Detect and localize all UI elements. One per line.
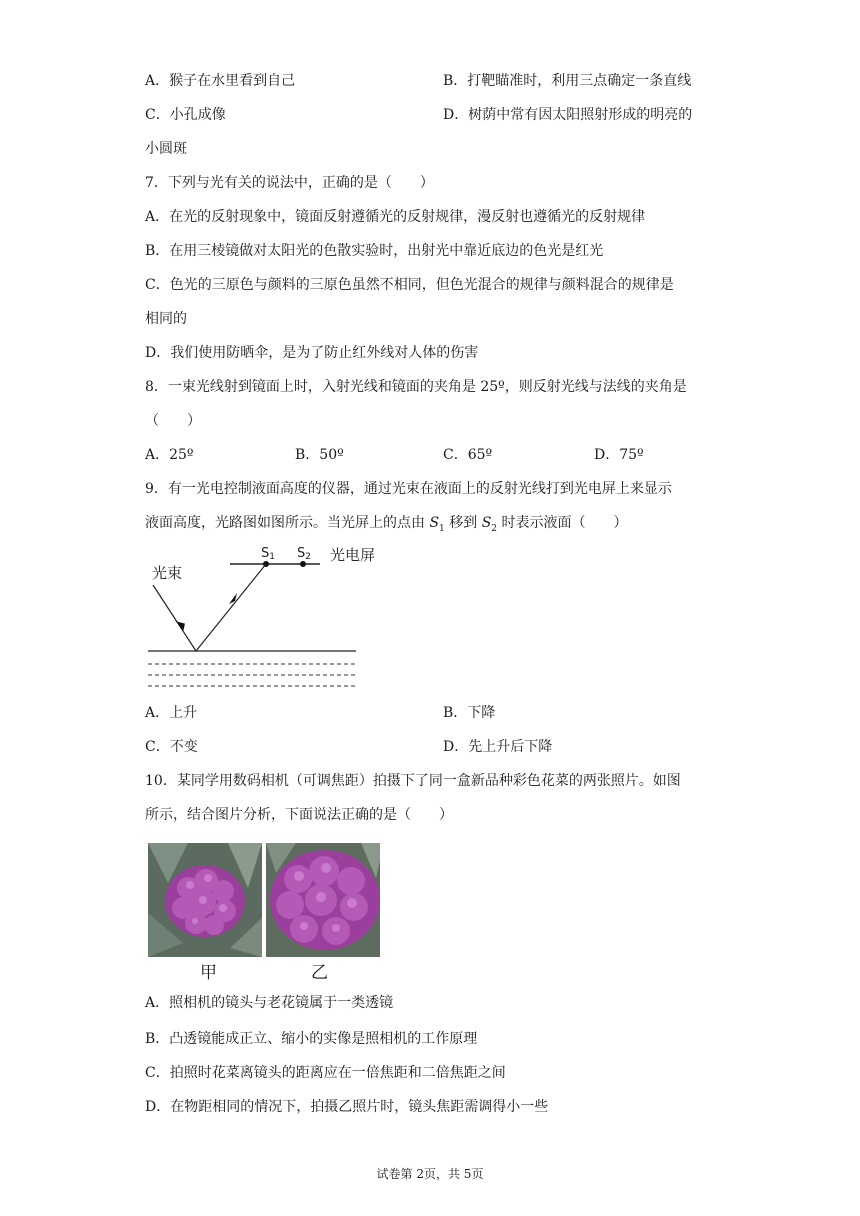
s2-sub: 2	[305, 552, 311, 562]
s1-letter: S	[261, 546, 270, 561]
q8-option-d: D．75º	[594, 447, 644, 463]
s2-label	[297, 546, 311, 562]
q9-stem-part-a: 液面高度，光路图如图所示。当光屏上的点由	[145, 515, 430, 531]
q7-option-c-continued: 相同的	[145, 311, 187, 327]
q8-option-a: A．25º	[145, 447, 194, 463]
q9-stem-mid: 移到	[444, 515, 482, 531]
q9-option-c: C．不变	[145, 739, 198, 755]
q9-stem-continued	[145, 513, 627, 539]
q9-option-a: A．上升	[145, 705, 198, 721]
page-footer: 试卷第 2页，共 5页	[376, 1167, 484, 1181]
photo-caption-left: 甲	[200, 963, 217, 983]
q10-option-c: C．拍照时花菜离镜头的距离应在一倍焦距和二倍焦距之间	[145, 1065, 506, 1081]
incident-ray	[153, 585, 196, 651]
q6-option-d: D．树荫中常有因太阳照射形成的明亮的	[443, 107, 693, 123]
q9-s1	[429, 515, 439, 531]
q9-s1-subscript: 1	[439, 523, 445, 534]
q10-option-a: A．照相机的镜头与老花镜属于一类透镜	[145, 995, 394, 1011]
screen-label: 光电屏	[330, 546, 376, 564]
cauliflower-photo-right	[266, 843, 380, 957]
q9-option-d: D．先上升后下降	[443, 739, 553, 755]
q6-option-c: C．小孔成像	[145, 107, 226, 123]
q6-option-d-continued: 小圆斑	[145, 141, 187, 157]
q8-stem: 8．一束光线射到镜面上时，入射光线和镜面的夹角是 25º，则反射光线与法线的夹角是	[145, 379, 687, 395]
s2-letter: S	[297, 546, 306, 561]
s1-label	[261, 546, 275, 562]
q9-light-path-diagram	[140, 540, 390, 695]
q8-stem-continued: （ ）	[145, 413, 201, 429]
q10-stem-continued: 所示，结合图片分析，下面说法正确的是（ ）	[145, 807, 453, 823]
q6-option-a: A．猴子在水里看到自己	[145, 73, 296, 89]
q9-s1-letter: S	[429, 515, 440, 531]
q7-stem: 7．下列与光有关的说法中，正确的是（ ）	[145, 175, 434, 191]
q9-stem-part-b: 时表示液面（ ）	[497, 515, 628, 531]
beam-label: 光束	[152, 564, 183, 582]
q7-option-a: A．在光的反射现象中，镜面反射遵循光的反射规律，漫反射也遵循光的反射规律	[145, 209, 646, 225]
q9-option-b: B．下降	[443, 705, 496, 721]
q10-option-b: B．凸透镜能成正立、缩小的实像是照相机的工作原理	[145, 1031, 478, 1047]
q7-option-d: D．我们使用防晒伞，是为了防止红外线对人体的伤害	[145, 345, 479, 361]
s1-sub: 1	[269, 552, 275, 562]
q7-option-c: C．色光的三原色与颜料的三原色虽然不相同，但色光混合的规律与颜料混合的规律是	[145, 277, 674, 293]
q6-option-b: B．打靶瞄准时，利用三点确定一条直线	[443, 73, 692, 89]
photo-caption-right: 乙	[311, 963, 328, 983]
q9-stem: 9．有一光电控制液面高度的仪器，通过光束在液面上的反射光线打到光电屏上来显示	[145, 481, 672, 497]
q8-option-c: C．65º	[443, 447, 493, 463]
q9-s2	[482, 515, 492, 531]
q7-option-b: B．在用三棱镜做对太阳光的色散实验时，出射光中靠近底边的色光是红光	[145, 243, 604, 259]
incident-arrow	[176, 621, 186, 632]
q9-s2-subscript: 2	[491, 523, 498, 534]
reflected-ray	[196, 564, 266, 651]
cauliflower-photo-left	[148, 843, 262, 957]
q9-s2-letter: S	[481, 515, 492, 531]
q10-option-d: D．在物距相同的情况下，拍摄乙照片时，镜头焦距需调得小一些	[145, 1099, 549, 1115]
q8-option-b: B．50º	[295, 447, 344, 463]
q10-stem: 10．某同学用数码相机（可调焦距）拍摄下了同一盒新品种彩色花菜的两张照片。如图	[145, 773, 681, 789]
